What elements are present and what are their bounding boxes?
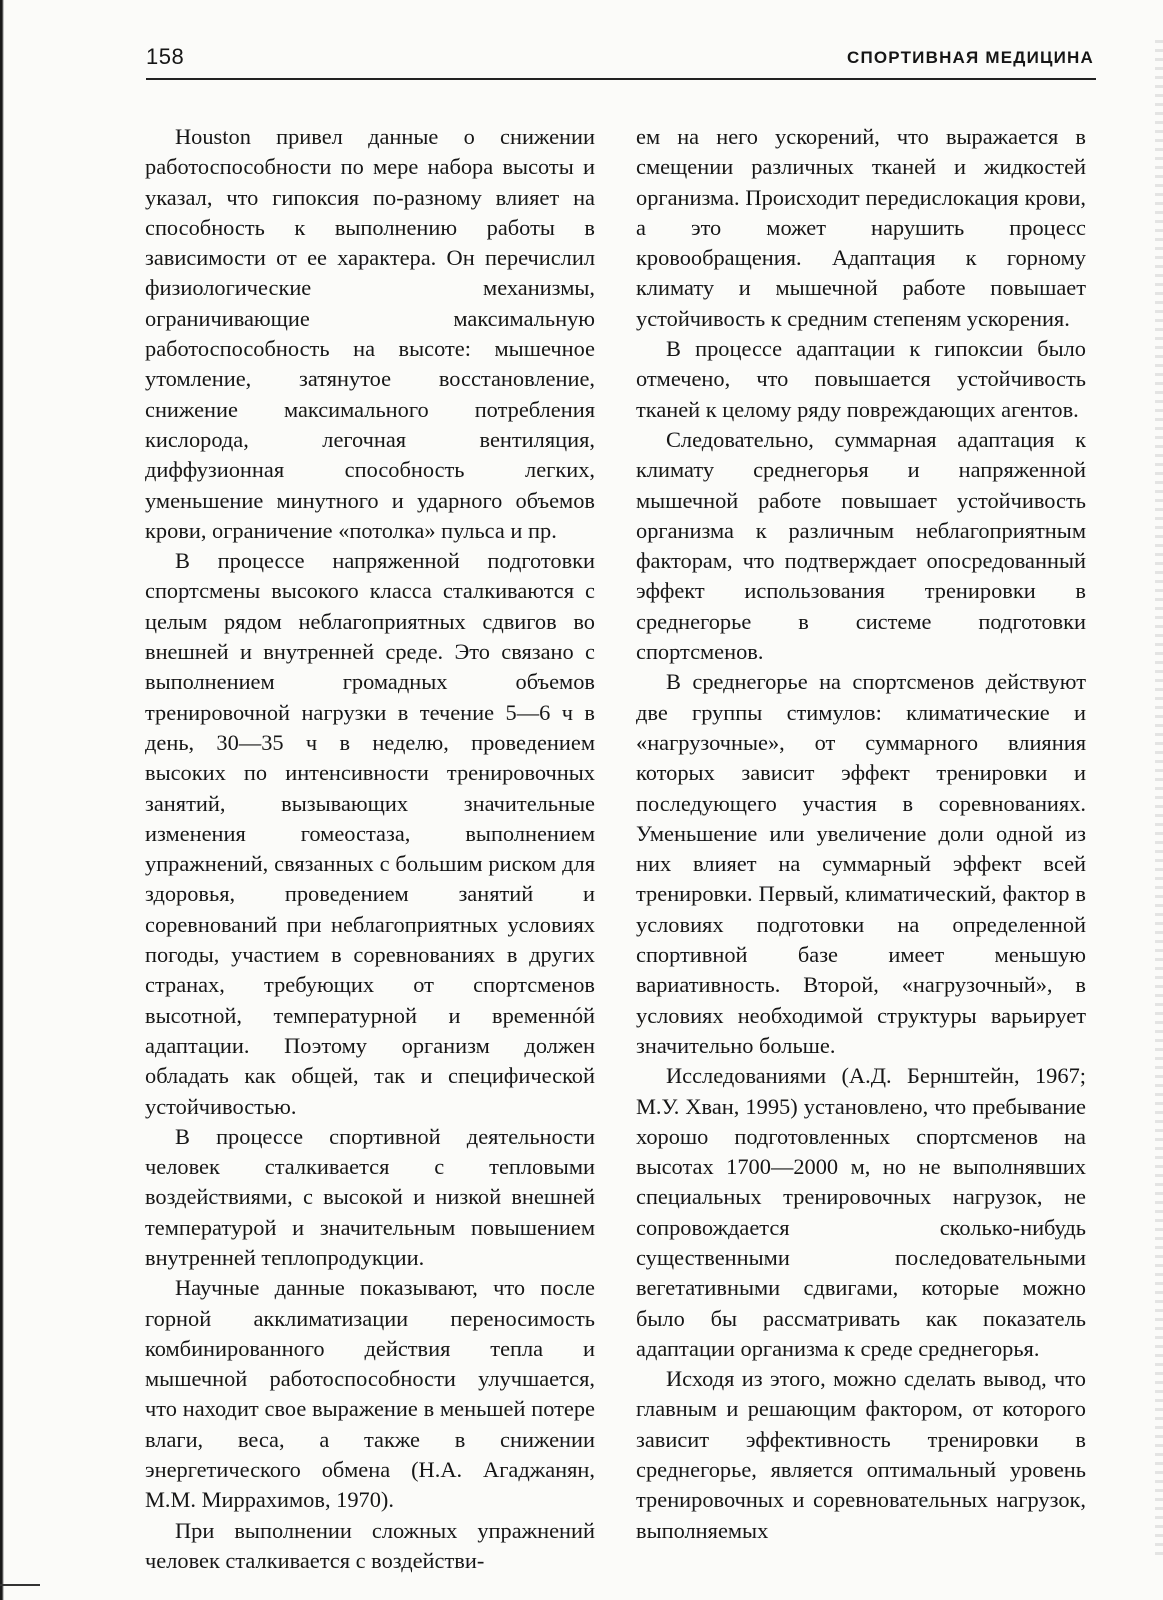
paragraph: Научные данные показывают, что после горной акклиматизации переносимость комбинированного действия тепла и мышечной работоспособности улучшается, что находит свое выражение в меньшей потере влаги, веса, а также в снижении энергетического обмена (Н.А. Агаджанян, М.М. Миррахимов, 1970).	[145, 1275, 595, 1513]
page-number: 158	[146, 44, 185, 69]
right-column	[636, 122, 1086, 1546]
left-column	[145, 122, 595, 1576]
paragraph: Следовательно, суммарная адаптация к климату среднегорья и напряженной мышечной работе повышает устойчивость организма к различным неблагоприятным факторам, что подтверждает опосредованный эффект использования тренировки в среднегорье в системе подготовки спортсменов.	[636, 426, 1086, 665]
paragraph: В процессе спортивной деятельности человек сталкивается с тепловыми воздействиями, с высокой и низкой внешней температурой и значительным повышением внутренней теплопродукции.	[145, 1123, 595, 1270]
page-header	[146, 44, 1096, 80]
paragraph: При выполнении сложных упражнений человек сталкивается с воздействи-	[145, 1517, 595, 1573]
scan-edge-right	[1155, 40, 1163, 1560]
paragraph: Houston привел данные о снижении работоспособности по мере набора высоты и указал, что гипоксия по-разному влияет на способность к выполнению работы в зависимости от ее характера. Он перечислил физиологические механизмы, ограничивающие максимальную работоспособность на высоте: мышечное утомление, затянутое восстановление, снижение максимального потребления кислорода, легочная вентиляция, диффузионная способность легких, уменьшение минутного и ударного объемов крови, ограничение «потолка» пульса и пр.	[145, 124, 595, 543]
scan-bottom-mark	[0, 1584, 40, 1586]
paragraph: В среднегорье на спортсменов действуют две группы стимулов: климатические и «нагрузочные», от суммарного влияния которых зависит эффект тренировки и последующего участия в соревнованиях. Уменьшение или увеличение доли одной из них влияет на суммарный эффект всей тренировки. Первый, климатический, фактор в условиях подготовки на определенной спортивной базе имеет меньшую вариативность. Второй, «нагрузочный», в условиях необходимой структуры варьирует значительно больше.	[636, 669, 1086, 1058]
paragraph-continued: ем на него ускорений, что выражается в смещении различных тканей и жидкостей организма. Происходит передислокация крови, а это может нарушить процесс кровообращения. Адаптация к горному климату и мышечной работе повышает устойчивость к средним степеням ускорения.	[636, 124, 1086, 331]
paragraph: Исследованиями (А.Д. Бернштейн, 1967; М.У. Хван, 1995) установлено, что пребывание хорошо подготовленных спортсменов на высотах 1700—2000 м, но не выполнявших специальных тренировочных нагрузок, не сопровождается сколько-нибудь существенными последовательными вегетативными сдвигами, которые можно было бы рассматривать как показатель адаптации организма к среде среднегорья.	[636, 1063, 1086, 1361]
paragraph: Исходя из этого, можно сделать вывод, что главным и решающим фактором, от которого зависит эффективность тренировки в среднегорье, является оптимальный уровень тренировочных и соревновательных нагрузок, выполняемых	[636, 1366, 1086, 1543]
paragraph: В процессе адаптации к гипоксии было отмечено, что повышается устойчивость тканей к целому ряду повреждающих агентов.	[636, 336, 1086, 422]
paragraph: В процессе напряженной подготовки спортсмены высокого класса сталкиваются с целым рядом неблагоприятных сдвигов во внешней и внутренней среде. Это связано с выполнением громадных объемов тренировочной нагрузки в течение 5—6 ч в день, 30—35 ч в неделю, проведением высоких по интенсивности тренировочных занятий, вызывающих значительные изменения гомеостаза, выполнением упражнений, связанных с большим риском для здоровья, проведением занятий и соревнований при неблагоприятных условиях погоды, участием в соревнованиях в других странах, требующих от спортсменов высотной, температурной и временнóй адаптации. Поэтому организм должен обладать как общей, так и специфической устойчивостью.	[145, 548, 595, 1119]
running-head: СПОРТИВНАЯ МЕДИЦИНА	[846, 48, 1094, 67]
scan-edge-left	[0, 0, 4, 1600]
